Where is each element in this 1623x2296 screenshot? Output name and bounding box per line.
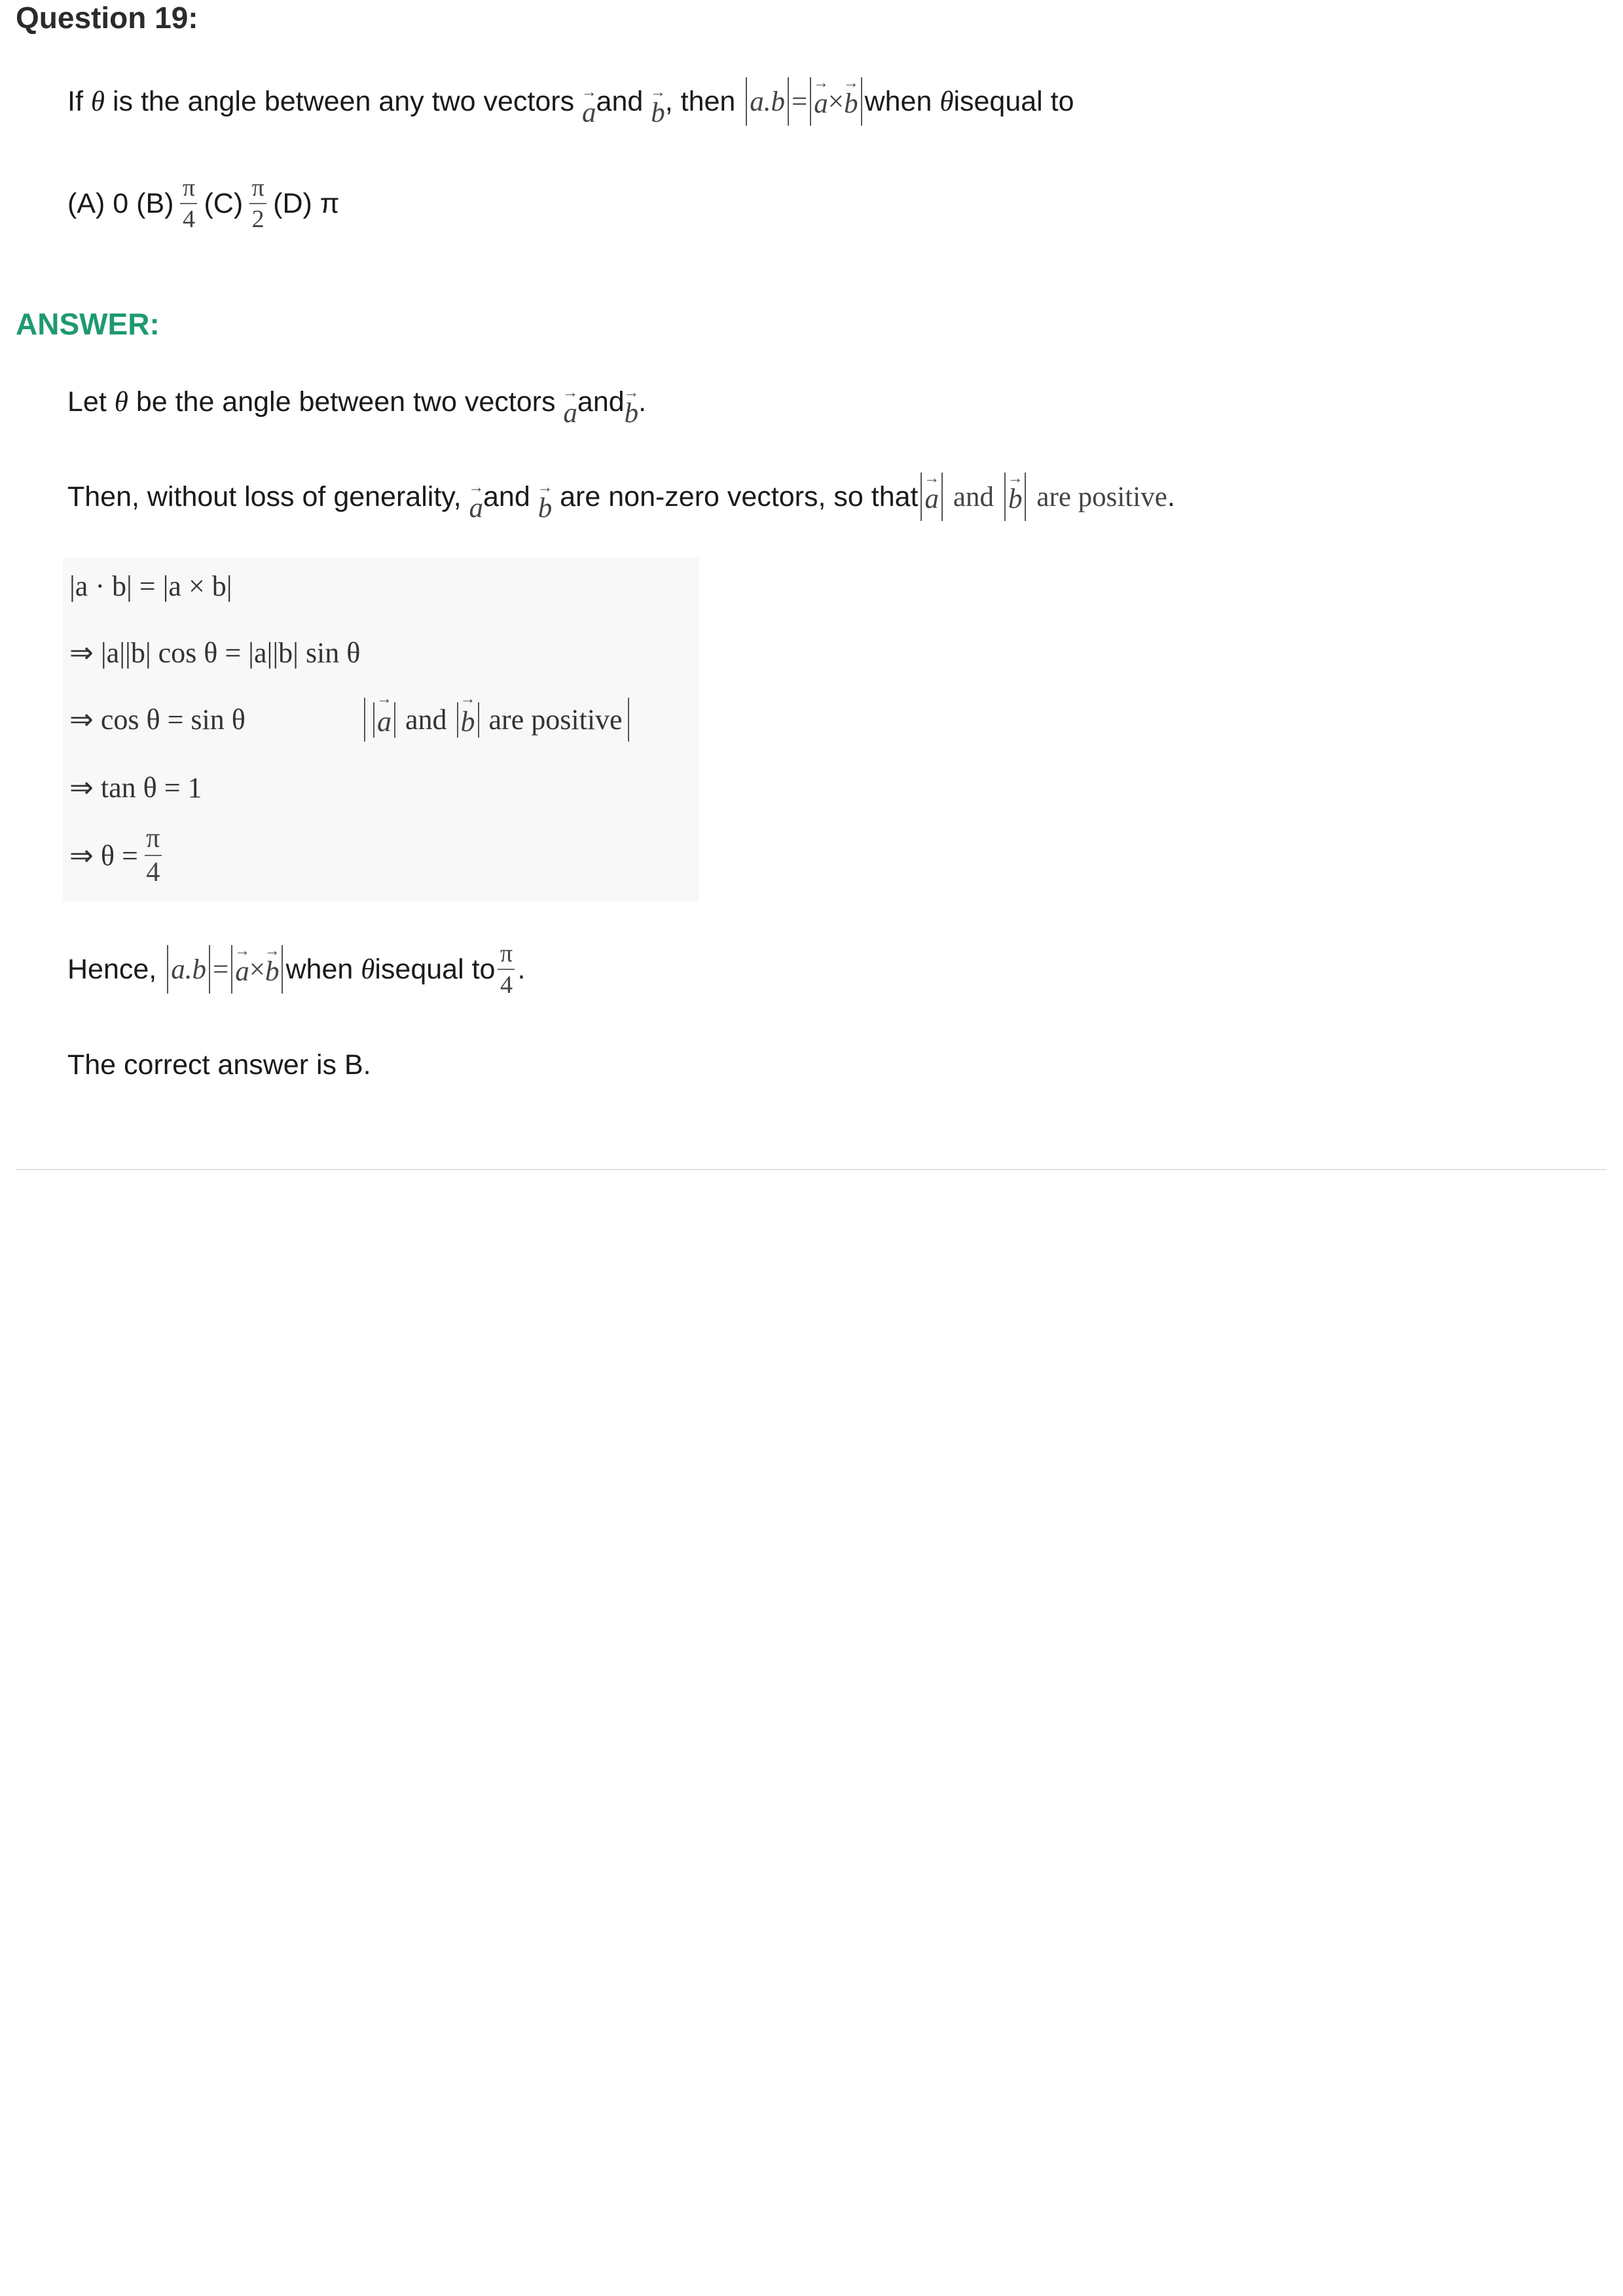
answer-intro: [67, 386, 647, 429]
dot-product: a.b: [750, 86, 786, 117]
abs-bar: [209, 945, 210, 994]
fraction-pi-over-4: [145, 825, 162, 886]
vector-b: → b: [651, 95, 665, 127]
abs-bar: [394, 702, 395, 738]
vector-b: → b: [625, 395, 639, 427]
abs-bar: [167, 945, 168, 994]
cross-sign: ×: [828, 86, 845, 117]
denominator: 4: [182, 206, 195, 233]
numerator: π: [500, 940, 513, 967]
derivation-row-1: |a · b| = |a × b|: [69, 570, 232, 602]
question-title: Question 19:: [16, 1, 198, 35]
denominator: 4: [500, 971, 513, 999]
abs-bar: [941, 473, 943, 521]
fraction-pi-over-4: [498, 941, 515, 997]
abs-bar: [746, 77, 747, 126]
denominator: 4: [146, 857, 160, 888]
answer-assumption: [67, 473, 1175, 524]
then-word: , then: [665, 85, 736, 117]
justification-note: [364, 697, 629, 742]
option-b-label: (B): [136, 187, 174, 219]
theta-symbol: θ: [114, 387, 128, 418]
option-a: (A) 0: [67, 187, 129, 219]
is-equal-to: isequal to: [953, 85, 1074, 117]
numerator: π: [251, 174, 264, 202]
question-stem: [67, 77, 1074, 126]
and-word: and: [577, 386, 625, 418]
theta-symbol: θ: [361, 954, 375, 985]
vector-b: → b: [844, 86, 858, 118]
derivation-row-5: [69, 825, 168, 886]
stem-mid: is the angle between any two vectors: [112, 85, 575, 117]
vector-a: → a: [469, 490, 483, 522]
theta-equals: ⇒ θ =: [69, 839, 138, 872]
vector-a: → a: [582, 95, 596, 127]
and-word: and: [596, 85, 644, 117]
hence-word: Hence,: [67, 953, 157, 985]
cross-sign: ×: [249, 954, 265, 985]
abs-bar: [1004, 473, 1006, 521]
vector-a: → a: [563, 395, 577, 427]
intro-text: be the angle between two vectors: [136, 386, 556, 418]
denominator: 2: [251, 206, 264, 233]
derivation-row-3: [69, 703, 698, 736]
vector-b: → b: [265, 954, 280, 986]
abs-bar: [921, 473, 922, 521]
period: .: [638, 386, 647, 418]
theta-symbol: θ: [939, 86, 954, 117]
answer-options: [67, 175, 339, 232]
and-word: and: [483, 480, 530, 512]
vector-b: → b: [1008, 481, 1023, 513]
option-d: (D) π: [273, 187, 340, 219]
equals-sign: =: [212, 954, 229, 985]
cos-equals-sin: ⇒ cos θ = sin θ: [69, 704, 246, 736]
assumption-prefix: Then, without loss of generality,: [67, 480, 462, 512]
fraction-pi-over-4: [180, 175, 197, 232]
conclusion: The correct answer is B.: [67, 1049, 371, 1081]
abs-bar: [282, 945, 283, 994]
abs-bar: [861, 77, 862, 126]
fraction-pi-over-2: [249, 175, 266, 232]
theta-symbol: θ: [90, 86, 105, 117]
numerator: π: [146, 823, 160, 853]
abs-bar: [478, 702, 479, 738]
abs-bar: [457, 702, 458, 738]
vector-b: → b: [538, 490, 553, 522]
period: .: [517, 953, 526, 985]
abs-bar: [373, 702, 374, 738]
are-positive: are positive: [488, 704, 623, 736]
assumption-mid: are non-zero vectors, so that: [560, 480, 919, 512]
derivation-row-4: ⇒ tan θ = 1: [69, 772, 202, 804]
let-word: Let: [67, 386, 107, 418]
vector-a: → a: [924, 481, 939, 513]
when-word: when: [864, 85, 932, 117]
option-c-label: (C): [204, 187, 244, 219]
and-word: and: [953, 481, 994, 512]
period: .: [1167, 480, 1175, 512]
abs-bar: [1025, 473, 1026, 521]
abs-bar: [231, 945, 232, 994]
equals-sign: =: [792, 86, 808, 117]
vector-a: → a: [235, 954, 249, 986]
answer-title: ANSWER:: [16, 307, 160, 341]
vector-a: → a: [814, 86, 828, 118]
hence-statement: [67, 941, 525, 997]
dot-product: a.b: [171, 954, 206, 985]
section-divider: [16, 1169, 1607, 1170]
abs-bar: [788, 77, 789, 126]
vector-b: → b: [461, 701, 475, 738]
is-equal-to: isequal to: [374, 953, 496, 985]
abs-bar: [810, 77, 811, 126]
derivation-row-2: ⇒ |a||b| cos θ = |a||b| sin θ: [69, 637, 361, 669]
derivation-block: [63, 558, 699, 902]
vector-a: → a: [377, 701, 392, 738]
numerator: π: [182, 174, 196, 202]
stem-prefix: If: [67, 85, 83, 117]
when-word: when: [285, 953, 354, 985]
and-word: and: [405, 704, 447, 736]
are-positive: are positive: [1036, 481, 1167, 512]
